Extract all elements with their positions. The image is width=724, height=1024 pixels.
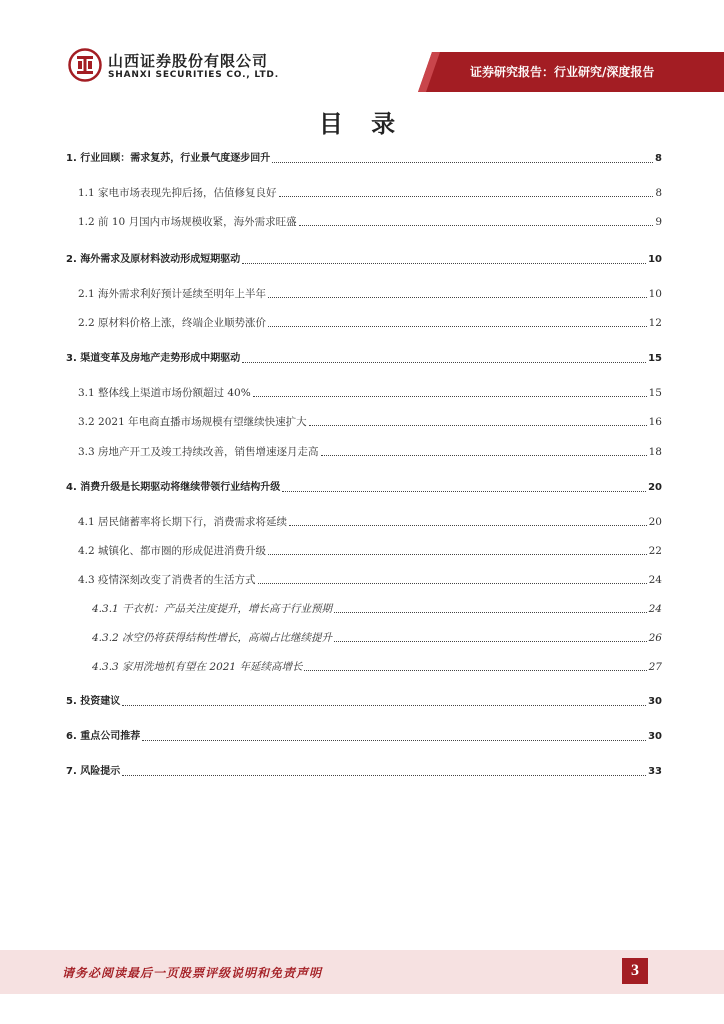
toc-entry[interactable] xyxy=(66,184,662,200)
toc-entry[interactable] xyxy=(66,285,662,301)
toc-leader-dots xyxy=(309,425,647,426)
toc-entry-label: 6. 重点公司推荐 xyxy=(66,731,141,742)
toc-entry-page: 22 xyxy=(648,545,662,557)
toc-entry[interactable] xyxy=(66,571,662,587)
toc-leader-dots xyxy=(321,455,647,456)
toc-leader-dots xyxy=(268,326,647,327)
toc-entry[interactable] xyxy=(66,350,662,366)
toc-leader-dots xyxy=(299,225,654,226)
company-logo-icon xyxy=(68,48,102,82)
toc-leader-dots xyxy=(122,705,646,706)
toc-entry[interactable] xyxy=(66,384,662,400)
toc-entry-page: 20 xyxy=(648,516,662,528)
toc-leader-dots xyxy=(268,554,647,555)
toc-entry[interactable] xyxy=(66,213,662,229)
toc-entry-page: 12 xyxy=(648,317,662,329)
toc-entry-label: 7. 风险提示 xyxy=(66,766,121,777)
toc-entry-page: 33 xyxy=(648,766,662,777)
toc-entry-label: 4.3 疫情深刻改变了消费者的生活方式 xyxy=(78,574,256,586)
toc-entry-label: 3.1 整体线上渠道市场份额超过 40% xyxy=(78,387,251,399)
toc-entry-label: 4.3.2 冰空仍将获得结构性增长，高端占比继续提升 xyxy=(92,632,333,644)
company-name-cn: 山西证券股份有限公司 xyxy=(108,52,269,70)
toc-entry[interactable] xyxy=(66,693,662,709)
toc-entry-label: 4.3.3 家用洗地机有望在 2021 年延续高增长 xyxy=(92,661,303,673)
toc-entry-label: 3.2 2021 年电商直播市场规模有望继续快速扩大 xyxy=(78,416,307,428)
toc-entry-page: 8 xyxy=(655,187,662,199)
toc-entry[interactable] xyxy=(66,314,662,330)
toc-entry-label: 4.2 城镇化、都市圈的形成促进消费升级 xyxy=(78,545,267,557)
toc-leader-dots xyxy=(289,525,647,526)
report-type: 证券研究报告：行业研究/深度报告 xyxy=(470,65,655,79)
toc-entry[interactable] xyxy=(66,600,662,616)
toc-entry[interactable] xyxy=(66,728,662,744)
toc-entry-page: 27 xyxy=(648,661,662,673)
toc-entry-page: 8 xyxy=(655,153,662,164)
toc-leader-dots xyxy=(242,362,646,363)
footer-disclaimer: 请务必阅读最后一页股票评级说明和免责声明 xyxy=(62,966,323,980)
toc-entry-page: 18 xyxy=(648,446,662,458)
toc-leader-dots xyxy=(258,583,647,584)
toc-leader-dots xyxy=(279,196,654,197)
toc-entry-label: 4.1 居民储蓄率将长期下行，消费需求将延续 xyxy=(78,516,288,528)
toc-entry-page: 10 xyxy=(648,254,662,265)
company-name-en: SHANXI SECURITIES CO., LTD. xyxy=(108,70,279,80)
toc-entry-label: 5. 投资建议 xyxy=(66,696,121,707)
toc-leader-dots xyxy=(282,491,646,492)
page-header xyxy=(0,0,724,100)
toc-entry[interactable] xyxy=(66,658,662,674)
toc-entry-label: 4.3.1 干衣机：产品关注度提升，增长高于行业预期 xyxy=(92,603,333,615)
toc-entry-page: 20 xyxy=(648,482,662,493)
toc-entry-page: 16 xyxy=(648,416,662,428)
toc-entry-page: 24 xyxy=(648,574,662,586)
toc-entry[interactable] xyxy=(66,542,662,558)
toc-leader-dots xyxy=(304,670,646,671)
toc-entry-page: 9 xyxy=(655,216,662,228)
page-number: 3 xyxy=(622,958,648,984)
toc-entry-page: 15 xyxy=(648,353,662,364)
toc-entry[interactable] xyxy=(66,251,662,267)
toc-entry-label: 1.1 家电市场表现先抑后扬，估值修复良好 xyxy=(78,187,277,199)
toc-title: 目 录 xyxy=(318,110,406,138)
toc-entry-page: 26 xyxy=(648,632,662,644)
toc-entry-label: 2.1 海外需求利好预计延续至明年上半年 xyxy=(78,288,267,300)
toc-entry[interactable] xyxy=(66,479,662,495)
toc-entry[interactable] xyxy=(66,763,662,779)
toc-entry-page: 15 xyxy=(648,387,662,399)
toc-entry-label: 2.2 原材料价格上涨，终端企业顺势涨价 xyxy=(78,317,267,329)
toc-entry[interactable] xyxy=(66,629,662,645)
toc-leader-dots xyxy=(242,263,646,264)
toc-leader-dots xyxy=(272,162,653,163)
toc-entry-page: 24 xyxy=(648,603,662,615)
toc-entry[interactable] xyxy=(66,513,662,529)
toc-entry-label: 2. 海外需求及原材料波动形成短期驱动 xyxy=(66,254,241,265)
toc-entry-page: 10 xyxy=(648,288,662,300)
toc-entry[interactable] xyxy=(66,413,662,429)
toc-entry-label: 1. 行业回顾：需求复苏，行业景气度逐步回升 xyxy=(66,153,271,164)
toc-leader-dots xyxy=(142,740,646,741)
toc-leader-dots xyxy=(253,396,647,397)
toc-entry-label: 4. 消费升级是长期驱动将继续带领行业结构升级 xyxy=(66,482,281,493)
toc-entry-page: 30 xyxy=(648,696,662,707)
toc-entry-page: 30 xyxy=(648,731,662,742)
toc-entry[interactable] xyxy=(66,443,662,459)
toc-leader-dots xyxy=(334,612,647,613)
toc-leader-dots xyxy=(122,775,646,776)
toc-entry-label: 3.3 房地产开工及竣工持续改善，销售增速逐月走高 xyxy=(78,446,319,458)
toc-leader-dots xyxy=(334,641,647,642)
toc-entry-label: 1.2 前 10 月国内市场规模收紧，海外需求旺盛 xyxy=(78,216,297,228)
toc-leader-dots xyxy=(268,297,647,298)
toc-entry[interactable] xyxy=(66,150,662,166)
toc-entry-label: 3. 渠道变革及房地产走势形成中期驱动 xyxy=(66,353,241,364)
